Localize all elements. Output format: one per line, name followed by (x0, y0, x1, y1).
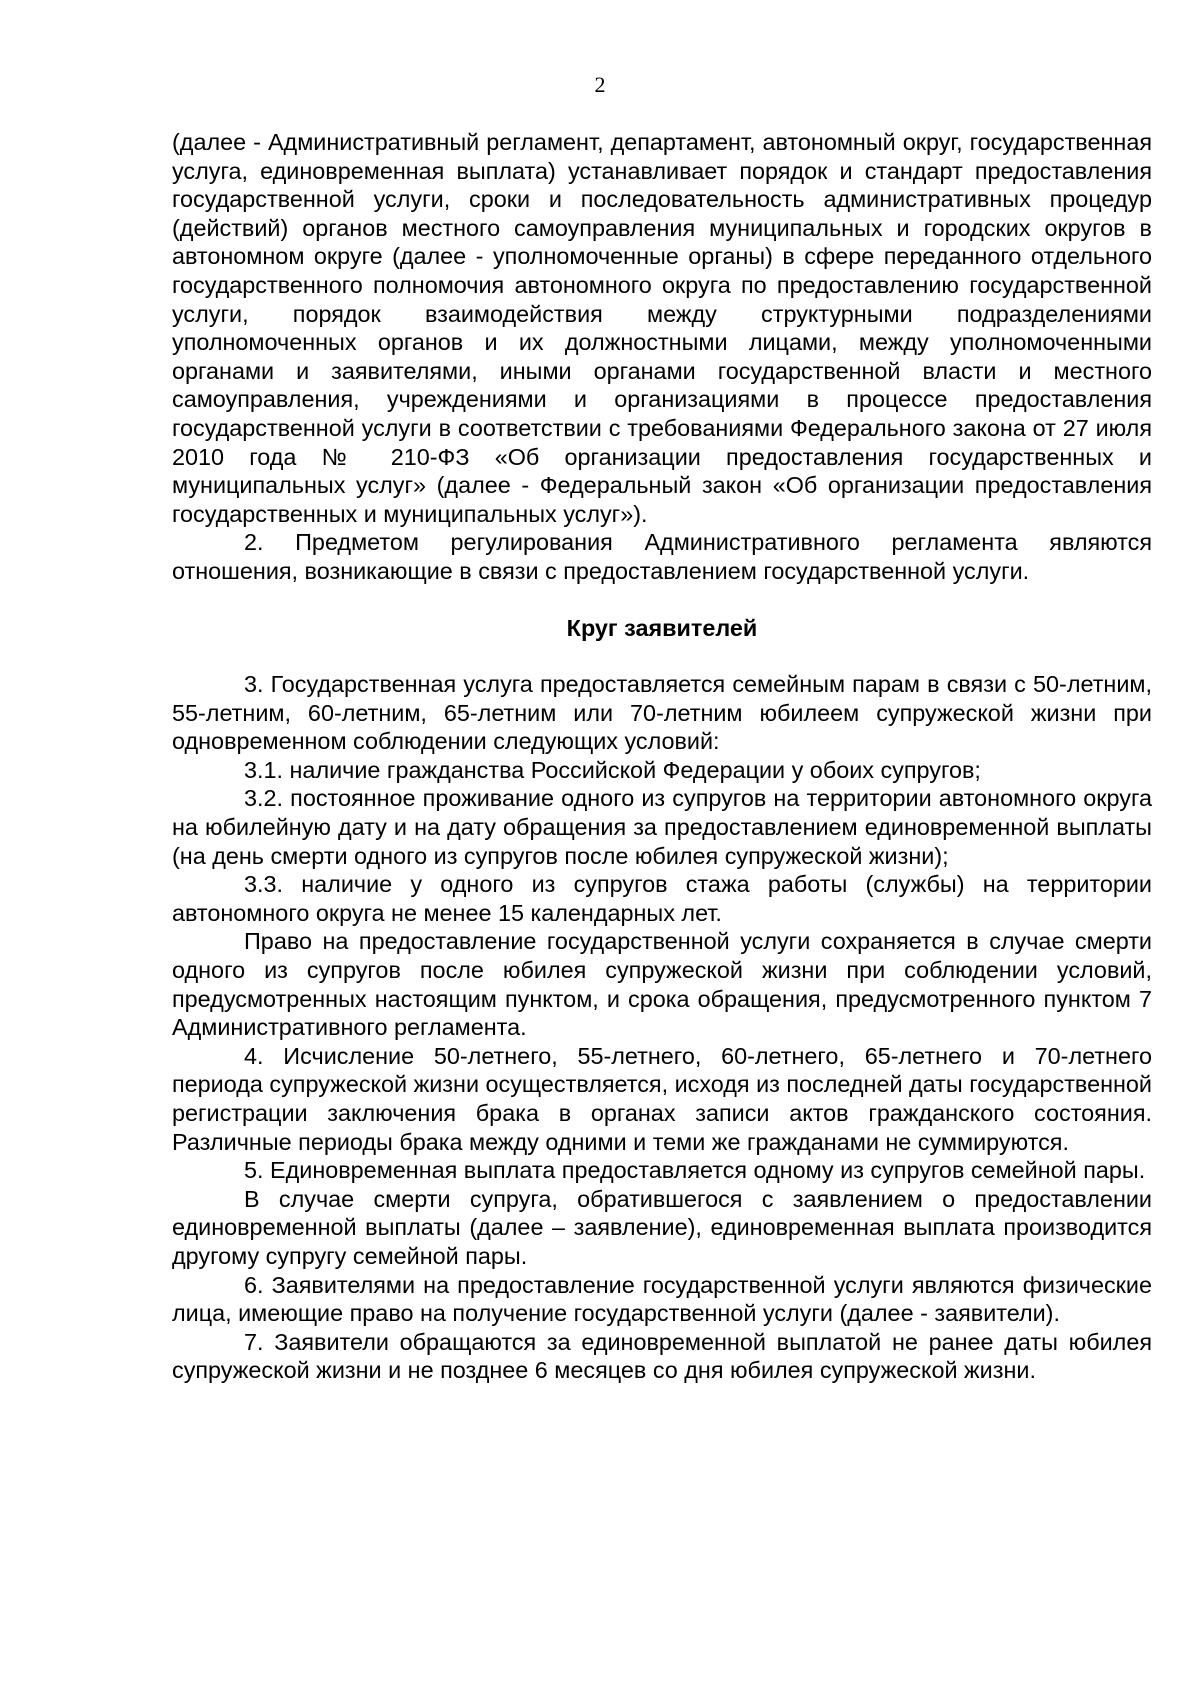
section-heading: Круг заявителей (566, 614, 758, 641)
paragraph-3-3: 3.3. наличие у одного из супругов стажа работы (службы) на территории автономного округа не менее 15 календарных лет. (172, 871, 1152, 926)
paragraph-4: 4. Исчисление 50-летнего, 55-летнего, 60-летнего, 65-летнего и 70-летнего периода супружеской жизни осуществляется, исходя из последней даты государственной регистрации заключения брака в органах записи актов гражданского состояния. Различные периоды брака между одними и теми же гражданами не суммируются. (172, 1042, 1152, 1155)
paragraph-3-right: Право на предоставление государственной услуги сохраняется в случае смерти одного из супругов после юбилея супружеской жизни при соблюдении условий, предусмотренных настоящим пунктом, и срока обращения, предусмотренного пунктом 7 Административного регламента. (172, 928, 1152, 1041)
paragraph-5-death: В случае смерти супруга, обратившегося с заявлением о предоставлении единовременной выплаты (далее – заявление), единовременная выплата производится другому супругу семейной пары. (172, 1185, 1152, 1269)
paragraph-7: 7. Заявители обращаются за единовременной выплатой не ранее даты юбилея супружеской жизни и не позднее 6 месяцев со дня юбилея супружеской жизни. (172, 1328, 1152, 1384)
page-number: 2 (594, 72, 606, 97)
paragraph-3-1: 3.1. наличие гражданства Российской Федерации у обоих супругов; (244, 756, 981, 783)
paragraph-3-2: 3.2. постоянное проживание одного из супругов на территории автономного округа на юбилейную дату и на дату обращения за предоставлением единовременной выплаты (на день смерти одного из супругов после юбилея супружеской жизни); (172, 785, 1152, 869)
paragraph-2: 2. Предметом регулирования Административного регламента являются отношения, возникающие в связи с предоставлением государственной услуги. (172, 529, 1152, 584)
paragraph-5: 5. Единовременная выплата предоставляется одному из супругов семейной пары. (244, 1157, 1146, 1184)
paragraph-6: 6. Заявителями на предоставление государственной услуги являются физические лица, имеющие право на получение государственной услуги (далее - заявители). (172, 1271, 1152, 1327)
paragraph-intro: (далее - Административный регламент, департамент, автономный округ, государственная услуга, единовременная выплата) устанавливает порядок и стандарт предоставления государственной услуги, сроки и последовательность административных процедур (действий) органов местного самоуправления муниципальных и городских округов в автономном округе (далее - уполномоченные органы) в сфере переданного отдельного государственного полномочия автономного округа по предоставлению государственной услуги, порядок взаимодействия между структурными подразделениями уполномоченных органов и их должностными лицами, между уполномоченными органами и заявителями, иными органами государственной власти и местного самоуправления, учреждениями и организациями в процессе предоставления государственной услуги в соответствии с требованиями Федерального закона от 27 июля 2010 года № 210-ФЗ «Об организации предоставления государственных и муниципальных услуг» (далее - Федеральный закон «Об организации предоставления государственных и муниципальных услуг»). (172, 129, 1152, 527)
paragraph-3: 3. Государственная услуга предоставляется семейным парам в связи с 50-летним, 55-летним, 60-летним, 65-летним или 70-летним юбилеем супружеской жизни при одновременном соблюдении следующих условий: (172, 671, 1152, 755)
document-body (172, 128, 1152, 1385)
